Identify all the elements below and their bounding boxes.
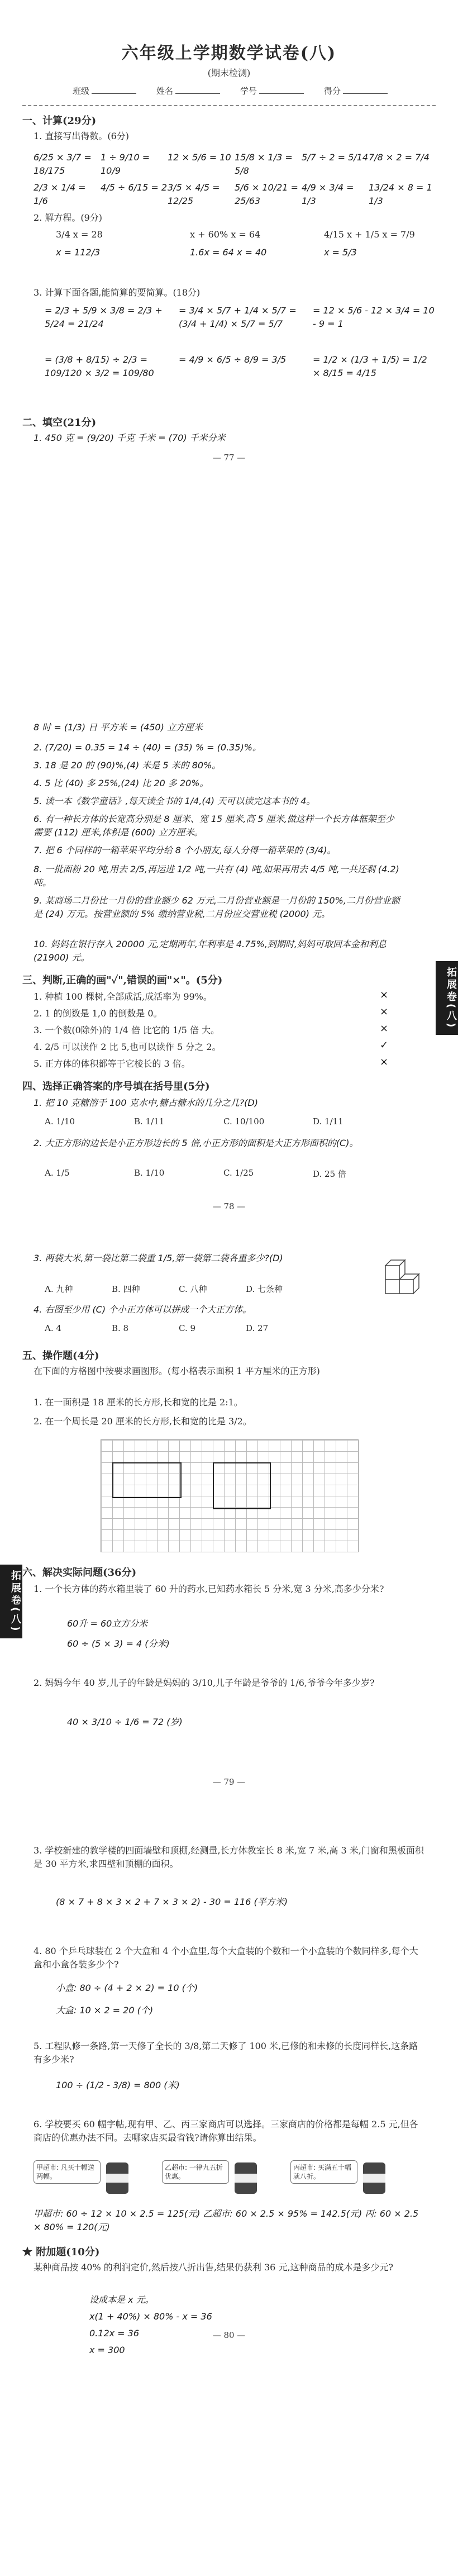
section-choice-heading: 四、选择正确答案的序号填在括号里(5分): [22, 1081, 210, 1092]
equation-3: 4/15 x + 1/5 x = 7/9: [324, 229, 415, 240]
problem-2-work: 40 × 3/10 ÷ 1/6 = 72 (岁): [67, 1717, 183, 1727]
section-draw-heading: 五、操作题(4分): [22, 1350, 99, 1362]
bonus-heading: ★ 附加题(10分): [22, 2246, 100, 2258]
field-score[interactable]: 得分: [324, 85, 388, 97]
choice-q2-option[interactable]: A. 1/5: [45, 1168, 70, 1178]
q1-item: 6/25 × 3/7 = 18/175: [34, 152, 92, 176]
choice-q1-option[interactable]: A. 1/10: [45, 1116, 75, 1127]
choice-q4-option[interactable]: A. 4: [45, 1323, 61, 1333]
simplify-work: = 1/2 × (1/3 + 1/5) = 1/2 × 8/15 = 4/15: [313, 354, 427, 378]
simplify-work: = 2/3 + 5/9 × 3/8 = 2/3 + 5/24 = 21/24: [45, 305, 163, 329]
q1-item: 7/8 × 2 = 7/4: [369, 152, 430, 163]
shop-note-bing: 丙超市: 买满五十幅就八折。: [290, 2160, 357, 2184]
drawn-rectangle-1: [112, 1462, 182, 1498]
choice-q3: 3. 两袋大米,第一袋比第二袋重 1/5,第一袋第二袋各重多少?(D): [34, 1253, 283, 1263]
equation-1-answer: x = 112/3: [56, 247, 101, 258]
choice-q1-option[interactable]: D. 1/11: [313, 1116, 344, 1127]
page-number: — 79 —: [212, 1777, 246, 1787]
simplify-work: = 4/9 × 6/5 ÷ 8/9 = 3/5: [179, 354, 287, 365]
simplify-work: = 12 × 5/6 - 12 × 3/4 = 10 - 9 = 1: [313, 305, 435, 329]
judge-mark[interactable]: ×: [380, 1006, 389, 1018]
judge-mark[interactable]: ×: [380, 989, 389, 1001]
bonus-work: x(1 + 40%) × 80% - x = 36: [89, 2311, 212, 2322]
margin-tab: 拓展卷(八): [0, 1565, 22, 1638]
problem-1-work: 60升 = 60立方分米: [67, 1618, 148, 1629]
choice-q1-option[interactable]: C. 10/100: [223, 1116, 265, 1127]
copybook-stack-icon: [235, 2162, 257, 2194]
problem-5: 5. 工程队修一条路,第一天修了全长的 3/8,第二天修了 100 米,已修的和未修的长度同样长,这条路有多少米?: [34, 2041, 418, 2065]
q-direct-label: 1. 直接写出得数。(6分): [34, 131, 130, 141]
choice-q3-option[interactable]: C. 八种: [179, 1284, 207, 1294]
judge-mark[interactable]: ✓: [380, 1039, 389, 1051]
fill-item: 5. 读一本《数学童话》,每天读全书的 1/4,(4) 天可以读完这本书的 4。: [34, 796, 316, 806]
fill-item: 9. 某商场二月份比一月份的营业额少 62 万元,二月份营业额是一月份的 150%,二月份营业额是 (24) 万元。按营业额的 5% 缴纳营业税,二月份应交营业税 (2000) 元。: [34, 895, 400, 919]
q1-item: 12 × 5/6 = 10: [168, 152, 231, 163]
fill-item: 7. 把 6 个同样的一箱苹果平均分给 8 个小朋友,每人分得一箱苹果的 (3/4)。: [34, 845, 336, 856]
choice-q2-option[interactable]: B. 1/10: [134, 1168, 165, 1178]
field-class[interactable]: 班级: [73, 85, 136, 97]
draw-q1: 1. 在一面积是 18 厘米的长方形,长和宽的比是 2:1。: [34, 1397, 243, 1408]
judge-item: 2. 1 的倒数是 1,0 的倒数是 0。: [34, 1008, 163, 1019]
section-calc-heading: 一、计算(29分): [22, 115, 97, 127]
problem-4-work: 大盒: 10 × 2 = 20 (个): [56, 2005, 154, 2016]
divider: [22, 105, 436, 106]
problem-6-work: 甲超市: 60 ÷ 12 × 10 × 2.5 = 125(元) 乙超市: 60 × 2.5 × 95% = 142.5(元) 丙: 60 × 2.5 × 80% = 120(元): [34, 2208, 419, 2232]
drawing-grid[interactable]: [101, 1439, 359, 1552]
q1-item: 4/9 × 3/4 = 1/3: [302, 182, 354, 206]
choice-q1-option[interactable]: B. 1/11: [134, 1116, 165, 1127]
q1-item: 15/8 × 1/3 = 5/8: [235, 152, 293, 176]
margin-tab: 拓展卷(八): [436, 961, 458, 1035]
q1-item: 3/5 × 4/5 = 12/25: [168, 182, 220, 206]
equation-2-answer: 1.6x = 64 x = 40: [190, 247, 267, 258]
drawn-rectangle-2: [213, 1462, 271, 1509]
fill-item: 3. 18 是 20 的 (90)%,(4) 米是 5 米的 80%。: [34, 760, 221, 771]
simplify-work: = 3/4 × 5/7 + 1/4 × 5/7 = (3/4 + 1/4) × 5/7 = 5/7: [179, 305, 297, 329]
choice-q2-option[interactable]: C. 1/25: [223, 1168, 254, 1178]
fill-item: 8. 一批面粉 20 吨,用去 2/5,再运进 1/2 吨,一共有 (4) 吨,如果再用去 4/5 吨,一共还剩 (4.2) 吨。: [34, 864, 399, 888]
shop-note-jia: 甲超市: 凡买十幅送两幅。: [34, 2160, 101, 2184]
judge-item: 4. 2/5 可以读作 2 比 5,也可以读作 5 分之 2。: [34, 1042, 221, 1052]
judge-mark[interactable]: ×: [380, 1056, 389, 1068]
choice-q4: 4. 右图至少用 (C) 个小正方体可以拼成一个大正方体。: [34, 1304, 252, 1315]
field-number[interactable]: 学号: [240, 85, 304, 97]
draw-intro: 在下面的方格图中按要求画图形。(每小格表示面积 1 平方厘米的正方形): [34, 1366, 320, 1376]
problem-3-work: (8 × 7 + 8 × 3 × 2 + 7 × 3 × 2) - 30 = 116 (平方米): [56, 1897, 288, 1907]
fill-item: 10. 妈妈在银行存入 20000 元,定期两年,年利率是 4.75%,到期时,妈妈可取回本金和利息 (21900) 元。: [34, 939, 387, 963]
q-equation-label: 2. 解方程。(9分): [34, 212, 103, 223]
fill-q1: 1. 450 克 = (9/20) 千克 千米 = (70) 千米分米: [34, 432, 226, 443]
equation-1: 3/4 x = 28: [56, 229, 103, 240]
problem-4-work: 小盒: 80 ÷ (4 + 2 × 2) = 10 (个): [56, 1983, 198, 1993]
fill-item: 4. 5 比 (40) 多 25%,(24) 比 20 多 20%。: [34, 778, 209, 788]
problem-6: 6. 学校要买 60 幅字帖,现有甲、乙、丙三家商店可以选择。三家商店的价格都是每幅 2.5 元,但各商店的优惠办法不同。去哪家店买最省钱?请你算出结果。: [34, 2119, 418, 2143]
fill-q1-tail: 8 时 = (1/3) 日 平方米 = (450) 立方厘米: [34, 722, 203, 733]
choice-q1: 1. 把 10 克糖溶于 100 克水中,糖占糖水的几分之几?(D): [34, 1097, 258, 1108]
equation-3-answer: x = 5/3: [324, 247, 357, 258]
choice-q2: 2. 大正方形的边长是小正方形边长的 5 倍,小正方形的面积是大正方形面积的(C)。: [34, 1138, 359, 1148]
bonus-work: x = 300: [89, 2345, 125, 2355]
choice-q2-option[interactable]: D. 25 倍: [313, 1169, 346, 1179]
problem-1: 1. 一个长方体的药水箱里装了 60 升的药水,已知药水箱长 5 分米,宽 3 分米,高多少分米?: [34, 1584, 384, 1594]
section-problems-heading: 六、解决实际问题(36分): [22, 1567, 137, 1579]
judge-item: 5. 正方体的体积都等于它棱长的 3 倍。: [34, 1058, 190, 1069]
page-number: — 80 —: [212, 2330, 246, 2340]
bonus-question: 某种商品按 40% 的利润定价,然后按八折出售,结果仍获利 36 元,这种商品的成本是多少元?: [34, 2262, 394, 2273]
bonus-work: 设成本是 x 元。: [89, 2294, 154, 2305]
q1-item: 2/3 × 1/4 = 1/6: [34, 182, 86, 206]
q-simplify-label: 3. 计算下面各题,能简算的要简算。(18分): [34, 287, 201, 298]
judge-item: 3. 一个数(0除外)的 1/4 倍 比它的 1/5 倍 大。: [34, 1025, 220, 1035]
cube-stack-illustration: [380, 1257, 424, 1308]
fill-item: 2. (7/20) = 0.35 = 14 ÷ (40) = (35) % = (0.35)%。: [34, 742, 261, 753]
q1-item: 4/5 ÷ 6/15 = 2: [101, 182, 168, 193]
problem-2: 2. 妈妈今年 40 岁,儿子的年龄是妈妈的 3/10,儿子年龄是爷爷的 1/6,爷爷今年多少岁?: [34, 1677, 375, 1688]
choice-q4-option[interactable]: C. 9: [179, 1323, 196, 1333]
field-name[interactable]: 姓名: [156, 85, 220, 97]
problem-4: 4. 80 个乒乓球装在 2 个大盒和 4 个小盒里,每个大盒装的个数和一个小盒装的个数同样多,每个大盒和小盒各装多少个?: [34, 1946, 418, 1970]
shop-note-yi: 乙超市: 一律九五折优惠。: [162, 2160, 229, 2184]
problem-1-work: 60 ÷ (5 × 3) = 4 (分米): [67, 1638, 170, 1649]
page-number: — 77 —: [212, 453, 246, 463]
q1-item: 1 ÷ 9/10 = 10/9: [101, 152, 150, 176]
section-judge-heading: 三、判断,正确的画"✓",错误的画"×"。(5分): [22, 975, 223, 986]
problem-5-work: 100 ÷ (1/2 - 3/8) = 800 (米): [56, 2080, 180, 2090]
equation-2: x + 60% x = 64: [190, 229, 261, 240]
copybook-stack-icon: [106, 2162, 128, 2194]
bonus-work: 0.12x = 36: [89, 2328, 140, 2339]
copybook-stack-icon: [363, 2162, 385, 2194]
page-number: — 78 —: [212, 1201, 246, 1211]
choice-q4-option[interactable]: B. 8: [112, 1323, 129, 1333]
judge-mark[interactable]: ×: [380, 1023, 389, 1034]
exam-title: 六年级上学期数学试卷(八): [121, 44, 337, 63]
q1-item: 5/6 × 10/21 = 25/63: [235, 182, 298, 206]
fill-item: 6. 有一种长方体的长宽高分别是 8 厘米、宽 15 厘米,高 5 厘米,做这样一个长方体框架至少需要 (112) 厘米,体积是 (600) 立方厘米。: [34, 814, 394, 838]
draw-q2: 2. 在一个周长是 20 厘米的长方形,长和宽的比是 3/2。: [34, 1416, 252, 1427]
choice-q3-option[interactable]: A. 九种: [45, 1284, 73, 1294]
exam-subtitle: (期末检测): [207, 68, 251, 78]
section-fill-heading: 二、填空(21分): [22, 417, 97, 429]
problem-3: 3. 学校新建的教学楼的四面墙壁和顶棚,经测量,长方体教室长 8 米,宽 7 米,高 3 米,门窗和黑板面积是 30 平方米,求四壁和顶棚的面积。: [34, 1845, 424, 1869]
choice-q3-option[interactable]: D. 七条种: [246, 1284, 283, 1294]
choice-q4-option[interactable]: D. 27: [246, 1323, 269, 1333]
judge-item: 1. 种植 100 棵树,全部成活,成活率为 99%。: [34, 991, 212, 1002]
simplify-work: = (3/8 + 8/15) ÷ 2/3 = 109/120 × 3/2 = 109/80: [45, 354, 154, 378]
choice-q3-option[interactable]: B. 四种: [112, 1284, 140, 1294]
q1-item: 5/7 ÷ 2 = 5/14: [302, 152, 369, 163]
q1-item: 13/24 × 8 = 1 1/3: [369, 182, 432, 206]
